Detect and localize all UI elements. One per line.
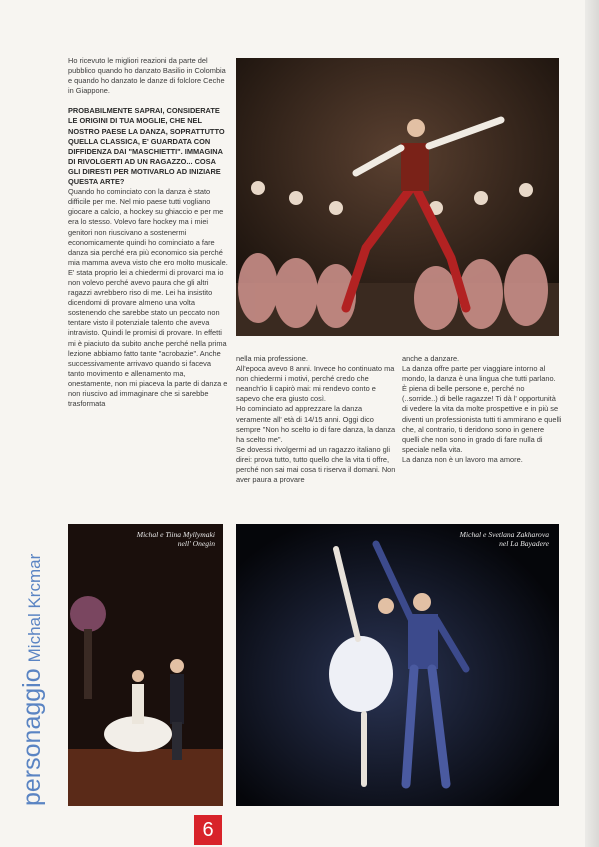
caption-line: nel La Bayadere (499, 539, 549, 548)
page-number: 6 (194, 815, 222, 845)
section-name: Michal Krcmar (25, 553, 44, 663)
caption-line: Michal e Svetlana Zakharova (459, 530, 549, 539)
text-column-1 (68, 56, 228, 409)
paragraph: anche a danzare. (402, 354, 460, 363)
paragraph: Quando ho cominciato con la danza è stato difficile per me. Nel mio paese tutti vogliano giocare a calcio, a hockey su ghiaccio e per me era lo stesso. Volevo fare hockey ma i miei genitori non riuscivano a sostenermi economicamente quindi ho cominciato a fare danza sia perché era più economico sia perché mia mamma aveva visto che ero molto musicale. E' stata proprio lei a chiedermi di provarci ma io non volevo perché avevo paura che gli altri ragazzi avrebbero riso di me. Lei ha insistito dicendomi di provare almeno una volta sostenendo che sarebbe stato un peccato non tentare visto il potenziale talento che aveva intravisto. Quindi le promisi di provare. In effetti mi è piaciuto da subito anche perché nella prima lezione abbiamo fatto tante "acrobazie". Anche successivamente arrivavo quando si faceva tanto movimento e allenamento ma, onestamente, non mi piaceva la parte di danza e non riuscivo ad immaginare che si sarebbe trasformata (68, 187, 228, 409)
section-title (18, 554, 47, 806)
photo-don-quixote (236, 58, 559, 336)
text-column-2 (236, 354, 396, 485)
paragraph: Se dovessi rivolgermi ad un ragazzo italiano gli direi: prova tutto, tutto quello che la vita ti offre, perché non sai mai cosa ti riserva il domani. Non aver paura a provare (236, 444, 396, 485)
photo-onegin (68, 524, 223, 806)
caption-line: Michal e Tiina Myllymaki (136, 530, 215, 539)
paragraph: Ho cominciato ad apprezzare la danza veramente all' età di 14/15 anni. Oggi dico sempre "Non ho scelto io di fare danza, la danza ha scelto me". (236, 404, 396, 444)
section-word: personaggio (18, 668, 46, 806)
caption-line: nell' Onegin (177, 539, 215, 548)
paragraph: La danza non è un lavoro ma amore. (402, 454, 523, 464)
photo-la-bayadere (236, 524, 559, 806)
paragraph: La danza offre parte per viaggiare intorno al mondo, la danza è una lingua che tutti parlano. È piena di belle persone e, perché no (..sorride..) di belle ragazze! Ti dà l' opportunità di vedere la vita da molte prospettive e in più se diventi un professionista tutti ti ammirano e quelli che, al contrario, ti deridono sono in genere quelli che non sono in grado di fare nulla di speciale nella vita. (402, 364, 562, 454)
text-column-3 (402, 354, 562, 465)
paragraph: Ho ricevuto le migliori reazioni da parte del pubblico quando ho danzato Basilio in Colombia e quando ho danzato le danze di folclore Ceche in Giappone. (68, 56, 226, 96)
paragraph: All'epoca avevo 8 anni. Invece ho continuato ma non chiedermi i motivi, perché credo che neanch'io li capirò mai: mi rendevo conto e sapevo che era giusto così. (236, 364, 395, 404)
paragraph: nella mia professione. (236, 354, 308, 363)
interview-question: PROBABILMENTE SAPRAI, CONSIDERATE LE ORIGINI DI TUA MOGLIE, CHE NEL NOSTRO PAESE LA DANZA, SOPRATTUTTO QUELLA CLASSICA, E' GUARDATA CON DIFFIDENZA DAI "MASCHIETTI". IMMAGINA DI RIVOLGERTI AD UN RAGAZZO... COSA GLI DIRESTI PER MOTIVARLO AD INIZIARE QUESTA ARTE? (68, 106, 225, 187)
page-edge (585, 0, 599, 847)
photo-caption (379, 530, 549, 548)
photo-caption (85, 530, 215, 548)
